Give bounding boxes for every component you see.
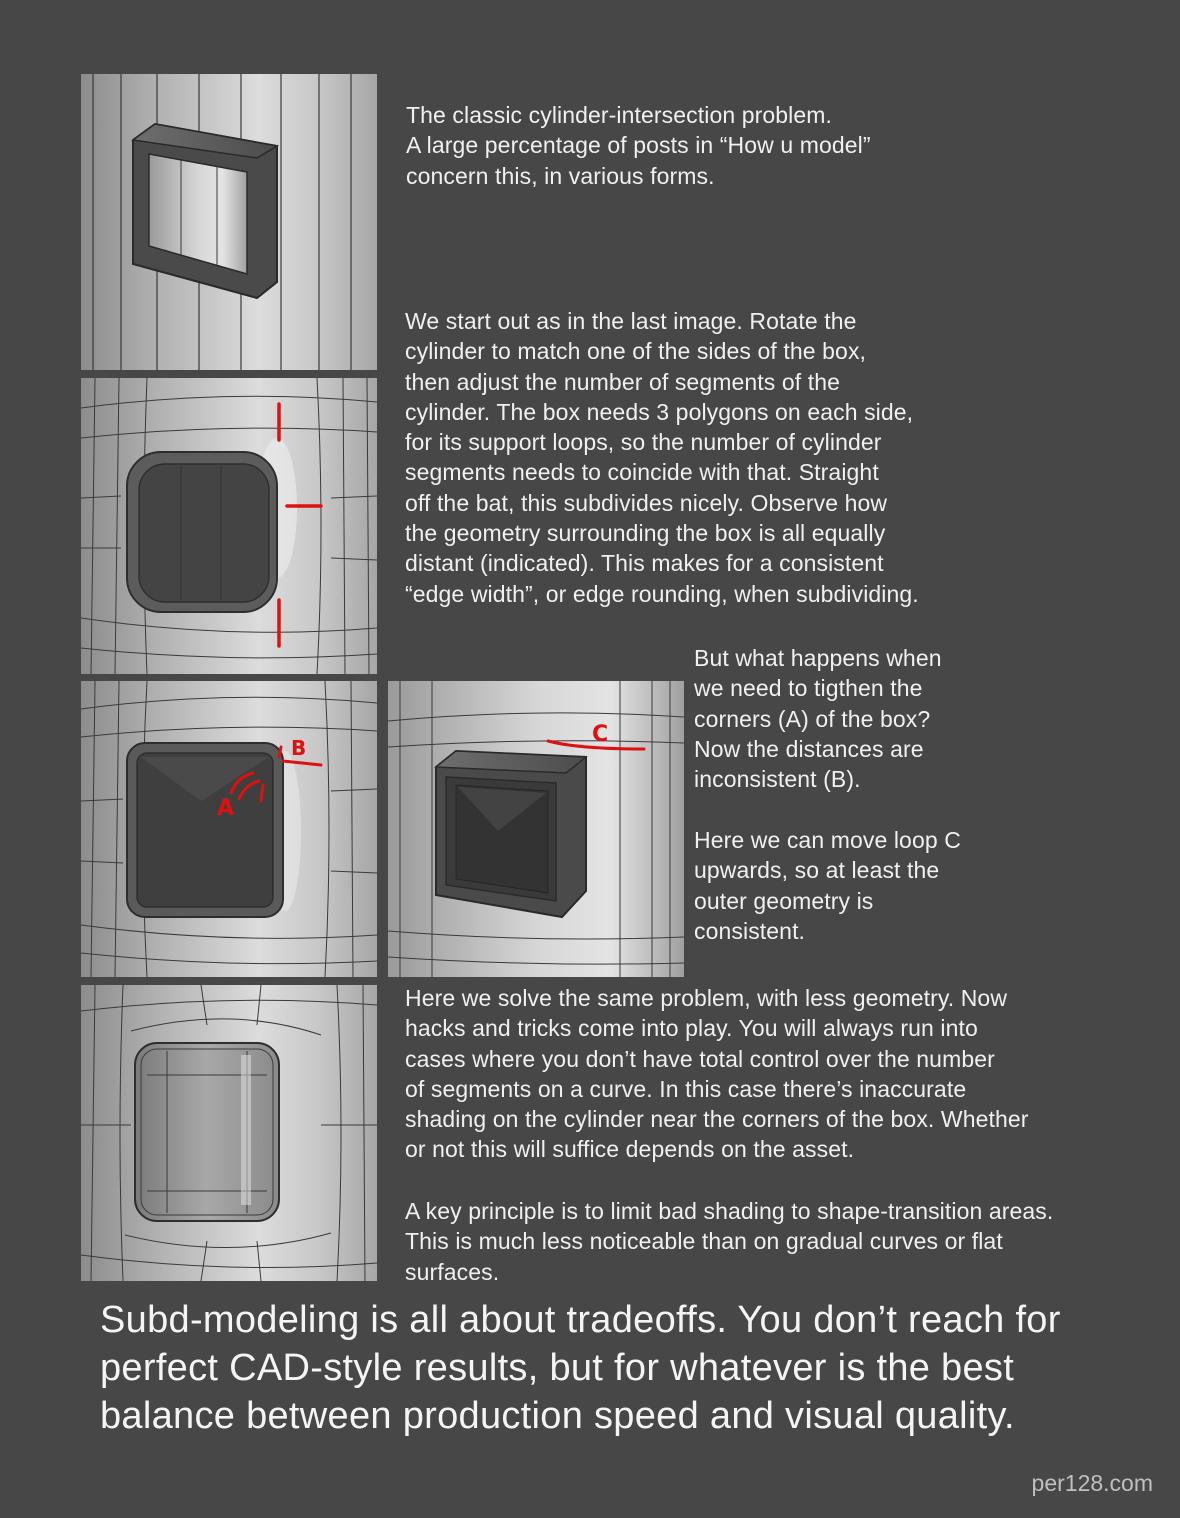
subdivided-box-render-icon — [81, 378, 377, 674]
tightened-corners-render-icon — [81, 681, 377, 977]
reduced-geometry-render-icon — [81, 985, 377, 1281]
step2b-text: Here we can move loop C upwards, so at least the outer geometry is consistent. — [694, 827, 961, 944]
render-panel-4 — [388, 681, 684, 977]
step2a-text: But what happens when we need to tigthen the corners (A) of the box? Now the distances are inconsistent (B). — [694, 645, 942, 793]
moved-loop-render-icon — [388, 681, 684, 977]
render-panel-2 — [81, 378, 377, 674]
cylinder-box-render-icon — [81, 74, 377, 370]
label-c: C — [592, 722, 609, 747]
label-a: A — [217, 796, 235, 821]
step3b-text: A key principle is to limit bad shading to shape-transition areas. This is much less noticeable than on gradual curves or flat surfaces. — [405, 1198, 1054, 1285]
step1-text: We start out as in the last image. Rotate the cylinder to match one of the sides of the box, then adjust the number of segments of the cylinder. The box needs 3 polygons on each side, for its support loops, so the number of cylinder segments needs to coincide with that. Straight off the bat, this subdivides nicely. Observe how the geometry surrounding the box is all equally distant (indicated). This makes for a consistent “edge width”, or edge rounding, when subdividing. — [405, 308, 919, 607]
closing-statement: Subd-modeling is all about tradeoffs. You don’t reach for perfect CAD-style results, but for whatever is the best balance between production speed and visual quality. — [100, 1299, 1061, 1437]
intro-text: The classic cylinder-intersection problem. A large percentage of posts in “How u model” concern this, in various forms. — [406, 102, 871, 189]
render-panel-1 — [81, 74, 377, 370]
label-b: B — [291, 736, 307, 760]
render-panel-5 — [81, 985, 377, 1281]
render-panel-3 — [81, 681, 377, 977]
site-credit[interactable]: per128.com — [1031, 1470, 1153, 1496]
step3a-text: Here we solve the same problem, with less geometry. Now hacks and tricks come into play. You will always run into cases where you don’t have total control over the number of segments on a curve. In this case there’s inaccurate shading on the cylinder near the corners of the box. Whether or not this will suffice depends on the asset. — [405, 985, 1029, 1163]
